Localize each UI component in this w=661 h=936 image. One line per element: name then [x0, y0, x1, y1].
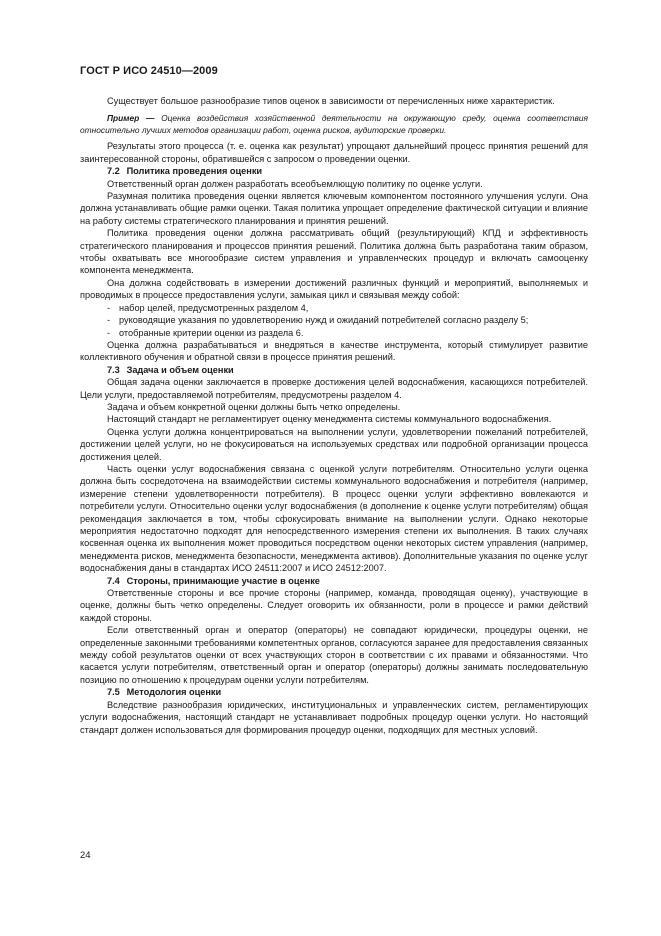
paragraph: Оценка услуги должна концентрироваться на выполнении услуги, удовлетворении пожеланий потребителей, достижении целей услуги, но не фокусироваться на используемых средствах или подробной организации процесса достижения целей. — [80, 426, 588, 462]
paragraph: Политика проведения оценки должна рассматривать общий (результирующий) КПД и эффективность стратегического планирования и процессов принятия решений. Политика должна быть разработана таким образом, чтобы охватывать все многообразие систем управления и управленческих процедур и включать самооценку компонента менеджмента. — [80, 228, 588, 276]
section-heading-7-4 — [80, 575, 588, 587]
paragraph: Разумная политика проведения оценки является ключевым компонентом постоянного улучшения услуги. Она должна устанавливать общие рамки оценки. Такая политика упрощает определение фактической ситуации и влияние на работу системы стратегического планирования и принятия решений. — [80, 191, 588, 226]
dash-marker: - — [107, 302, 111, 313]
section-number: 7.4 — [107, 575, 120, 586]
paragraph: Если ответственный орган и оператор (операторы) не совпадают юридически, процедуры оценки, не определенные законными требованиями компетентных органов, согласуются заранее для предоставления связанных между собой результатов оценки от всех участвующих сторон в соответствии с их правами и обязанностями. Что касается услуги потребителям, ответственный орган и оператор (операторы) должны занимать последовательную позицию по отношению к процедурам оценки услуги потребителям. — [80, 625, 588, 685]
section-title: Задача и объем оценки — [126, 364, 234, 375]
dash-marker: - — [107, 327, 111, 338]
paragraph: Настоящий стандарт не регламентирует оценку менеджмента системы коммунального водоснабжения. — [107, 414, 552, 425]
section-heading-7-5 — [80, 686, 588, 698]
paragraph: Ответственный орган должен разработать всеобъемлющую политику по оценке услуги. — [107, 178, 483, 189]
paragraph: Ответственные стороны и все прочие стороны (например, команда, проводящая оценку), участвующие в оценке, должны быть четко определены. Следует оговорить их обязанности, роли в процессе и рамки действий каждой стороны. — [80, 588, 588, 623]
section-number: 7.3 — [107, 364, 120, 375]
section-heading-7-3 — [80, 364, 588, 376]
list-item — [107, 314, 588, 326]
dash-marker: - — [107, 315, 111, 326]
list-item — [107, 302, 588, 314]
paragraph: Задача и объем конкретной оценки должны быть четко определены. — [107, 401, 401, 412]
example-label: Пример — — [107, 113, 155, 124]
bullet-list — [80, 302, 588, 339]
paragraph: Часть оценки услуг водоснабжения связана с оценкой услуги потребителям. Относительно услуги оценка должна быть сосредоточена на взаимодействии системы коммунального водоснабжения и потребителя (например, измерение степени удовлетворенности потребителя). В процесс оценки услуги эффективно вовлекаются и потребители услуги. Относительно оценки услуг водоснабжения (в дополнение к оценке услуги потребителям) общая рекомендация заключается в том, чтобы сфокусировать внимание на выполнении услуги. Однако некоторые мероприятия недостаточно подходят для непосредственного измерения степени их выполнения. В таких случаях косвенная оценка их выполнения может проводиться посредством оценки некоторых систем управления (например, менеджмента рисков, менеджмента безопасности, менеджмента активов). Дополнительные указания по оценке услуг водоснабжения даны в стандартах ИСО 24511:2007 и ИСО 24512:2007. — [80, 463, 588, 574]
paragraph: Общая задача оценки заключается в проверке достижения целей водоснабжения, касающихся потребителей. Цели услуги, предоставляемой потребителям, предусмотрены разделом 4. — [80, 377, 588, 400]
list-item-text: руководящие указания по удовлетворению нужд и ожиданий потребителей согласно разделу 5; — [119, 315, 529, 326]
paragraph: Вследствие разнообразия юридических, институциональных и управленческих систем, регламентирующих услуги водоснабжения, настоящий стандарт не устанавливает подробных процедур оценки услуги. Но настоящий стандарт должен использоваться для формирования процедур оценки, подходящих для местных условий. — [80, 699, 588, 735]
example-note — [80, 112, 588, 136]
paragraph: Оценка должна разрабатываться и внедряться в качестве инструмента, который стимулирует развитие коллективного обучения и обратной связи в процессе принятия решений. — [80, 339, 588, 363]
list-item-text: набор целей, предусмотренных разделом 4, — [119, 302, 309, 313]
section-number: 7.2 — [107, 166, 120, 177]
intro-paragraph-1: Существует большое разнообразие типов оценок в зависимости от перечисленных ниже характеристик. — [107, 96, 555, 106]
document-body — [80, 95, 588, 736]
example-text: Оценка воздействия хозяйственной деятельности на окружающую среду, оценка соответствия относительно лучших методов организации работ, оценка рисков, аудиторские проверки. — [80, 113, 588, 136]
intro-paragraph-2: Результаты этого процесса (т. е. оценка как результат) упрощают дальнейший процесс принятия решений для заинтересованной стороны, обратившейся с запросом о проведении оценки. — [80, 141, 588, 164]
list-item — [107, 327, 588, 339]
paragraph: Она должна содействовать в измерении достижений различных функций и мероприятий, выполняемых и проводимых в процессе предоставления услуги, замыкая цикл и связывая между собой: — [80, 277, 588, 301]
section-title: Методология оценки — [126, 687, 222, 698]
list-item-text: отобранные критерии оценки из раздела 6. — [119, 327, 304, 338]
page-number: 24 — [80, 850, 91, 861]
document-header: ГОСТ Р ИСО 24510—2009 — [80, 65, 218, 77]
section-heading-7-2 — [80, 165, 588, 177]
section-number: 7.5 — [107, 687, 120, 698]
section-title: Стороны, принимающие участие в оценке — [126, 575, 320, 586]
section-title: Политика проведения оценки — [126, 166, 263, 177]
